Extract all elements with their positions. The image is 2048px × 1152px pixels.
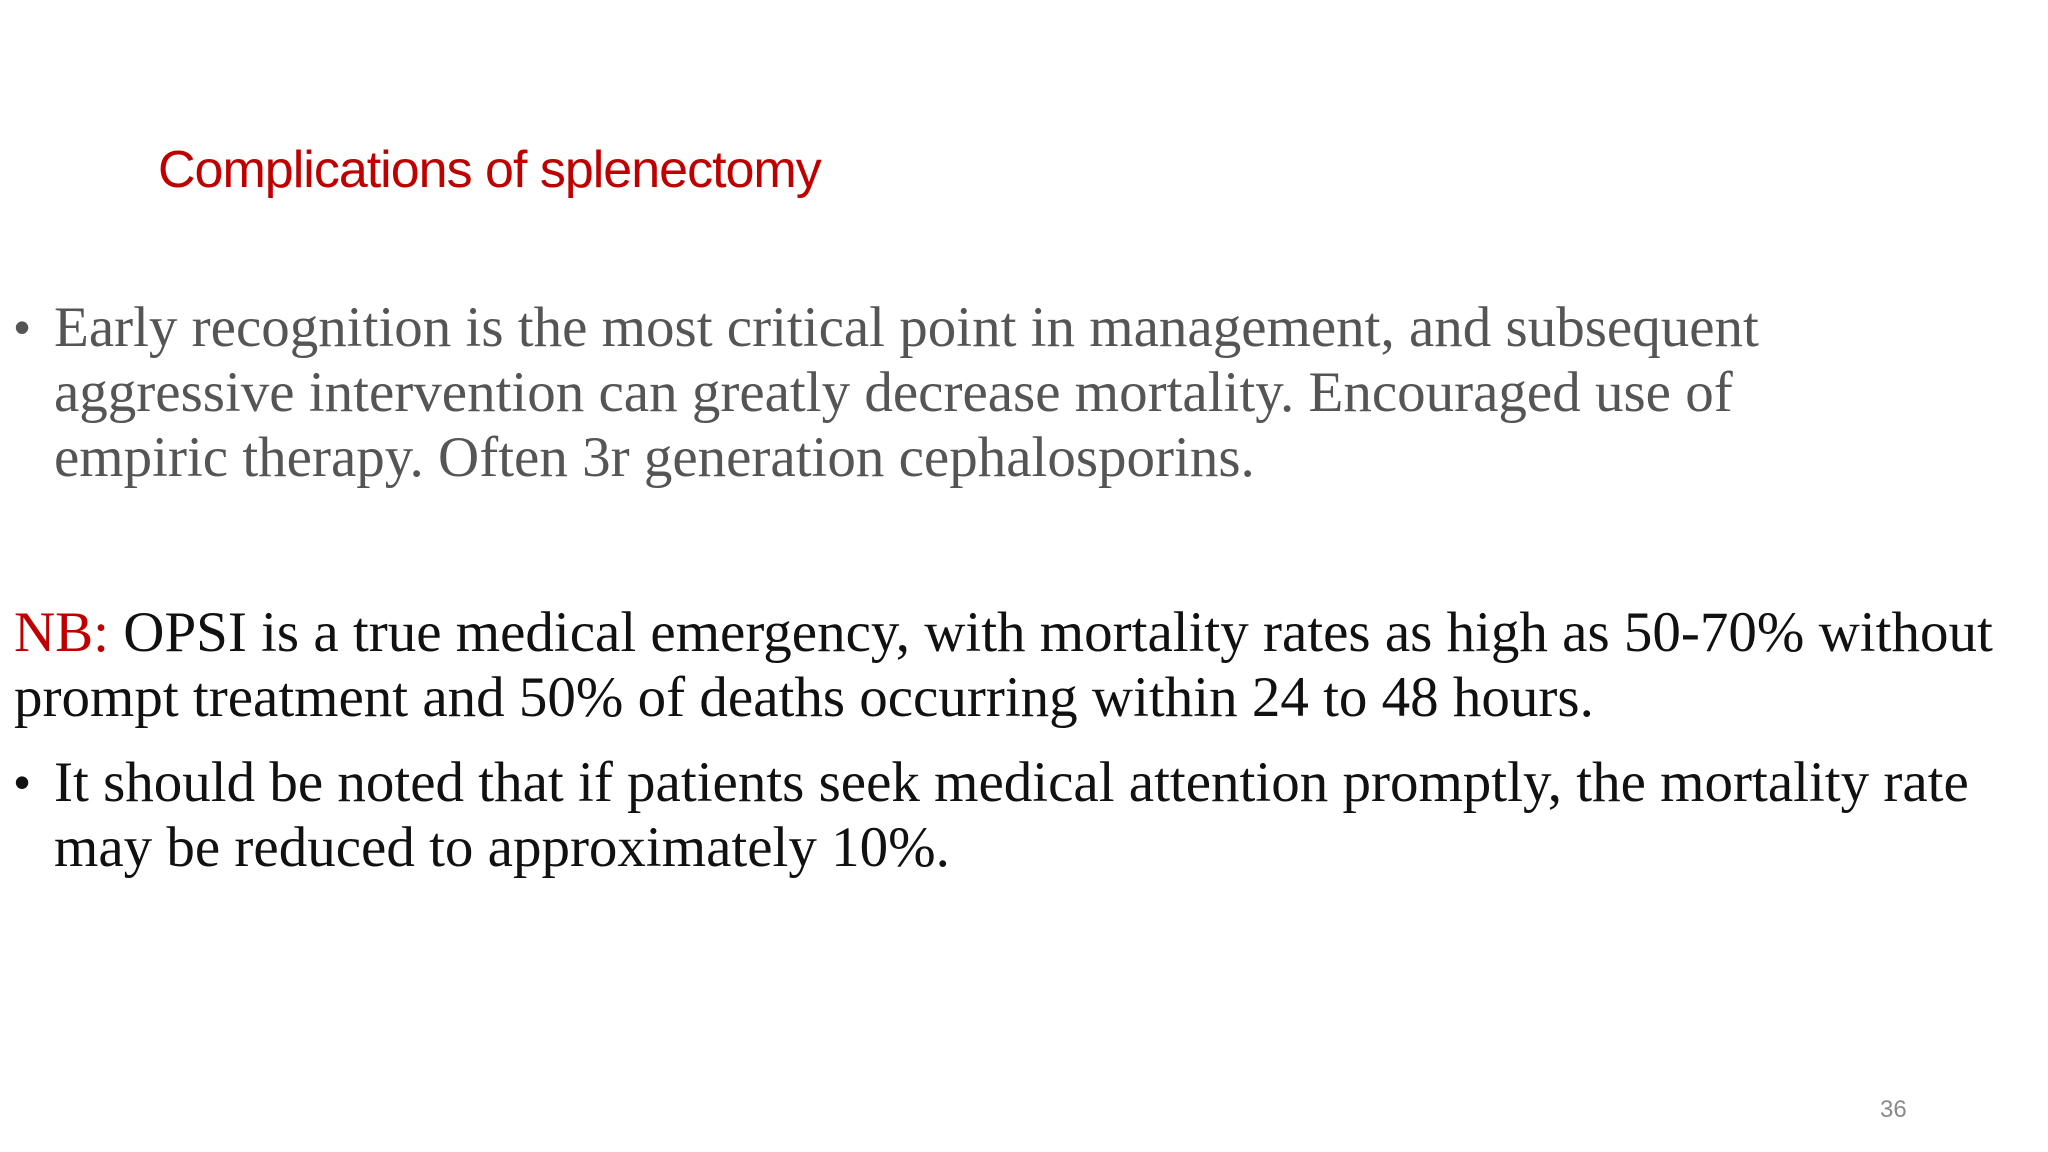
bullet-item-mortality-rate	[14, 750, 2004, 880]
slide-title: Complications of splenectomy	[158, 141, 821, 199]
bullet-dot: •	[14, 756, 31, 808]
bullet-dot: •	[14, 301, 31, 353]
bullet-text: Early recognition is the most critical point in management, and subsequent aggressive intervention can greatly decrease mortality. Encouraged use of empiric therapy. Often 3r generation cephalosporins.	[54, 296, 1759, 489]
nb-note	[14, 600, 2014, 730]
bullet-text: It should be noted that if patients seek medical attention promptly, the mortality rate may be reduced to approximately 10%.	[54, 751, 1969, 879]
page-number: 36	[1880, 1096, 1907, 1123]
bullet-item-early-recognition	[14, 295, 1944, 490]
nb-text: OPSI is a true medical emergency, with mortality rates as high as 50-70% without prompt treatment and 50% of deaths occurring within 24 to 48 hours.	[14, 601, 1993, 729]
nb-label: NB:	[14, 601, 110, 664]
